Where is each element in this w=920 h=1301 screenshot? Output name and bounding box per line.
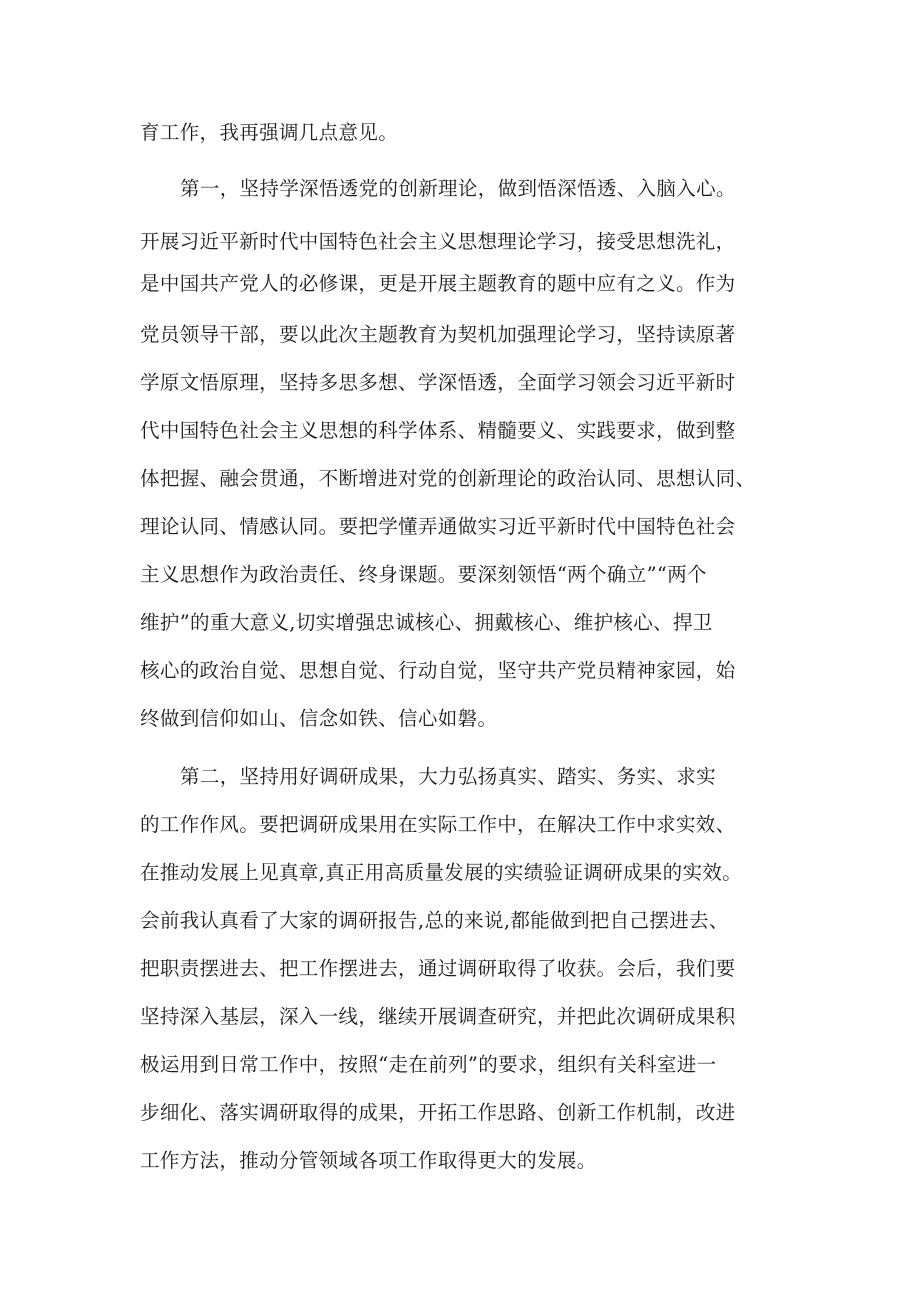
paragraph-line: 会前我认真看了大家的调研报告,总的来说,都能做到把自己摆进去、 (140, 909, 729, 932)
paragraph-line: 开展习近平新时代中国特色社会主义思想理论学习，接受思想洗礼， (140, 230, 736, 253)
paragraph-line: 主义思想作为政治责任、终身课题。要深刻领悟“两个确立”“两个 (140, 563, 707, 586)
paragraph-line: 体把握、融会贯通，不断增进对党的创新理论的政治认同、思想认同、 (140, 467, 756, 490)
paragraph-line: 第一，坚持学深悟透党的创新理论，做到悟深悟透、入脑入心。 (180, 177, 736, 200)
paragraph-line: 把职责摆进去、把工作摆进去，通过调研取得了收获。会后，我们要 (140, 957, 736, 980)
paragraph-line: 步细化、落实调研取得的成果，开拓工作思路、创新工作机制，改进 (140, 1101, 736, 1124)
paragraph-line: 极运用到日常工作中，按照“走在前列”的要求，组织有关科室进一 (140, 1053, 717, 1076)
paragraph-line: 学原文悟原理，坚持多思多想、学深悟透，全面学习领会习近平新时 (140, 371, 736, 394)
paragraph-line: 第二，坚持用好调研成果，大力弘扬真实、踏实、务实、求实 (180, 765, 716, 788)
paragraph-line: 工作方法，推动分管领域各项工作取得更大的发展。 (140, 1149, 597, 1172)
paragraph-line: 终做到信仰如山、信念如铁、信心如磐。 (140, 707, 498, 730)
paragraph-line: 党员领导干部，要以此次主题教育为契机加强理论学习，坚持读原著 (140, 323, 736, 346)
paragraph-line: 育工作，我再强调几点意见。 (140, 121, 399, 144)
paragraph-line: 代中国特色社会主义思想的科学体系、精髓要义、实践要求，做到整 (140, 419, 736, 442)
paragraph-line: 核心的政治自觉、思想自觉、行动自觉，坚守共产党员精神家园，始 (140, 659, 736, 682)
paragraph-line: 坚持深入基层，深入一线，继续开展调查研究，并把此次调研成果积 (140, 1005, 736, 1028)
paragraph-line: 是中国共产党人的必修课，更是开展主题教育的题中应有之义。作为 (140, 272, 736, 295)
paragraph-line: 理论认同、情感认同。要把学懂弄通做实习近平新时代中国特色社会 (140, 515, 736, 538)
paragraph-line: 在推动发展上见真章,真正用高质量发展的实绩验证调研成果的实效。 (140, 861, 743, 884)
paragraph-line: 维护”的重大意义,切实增强忠诚核心、拥戴核心、维护核心、捍卫 (140, 611, 713, 634)
paragraph-line: 的工作作风。要把调研成果用在实际工作中，在解决工作中求实效、 (140, 813, 736, 836)
